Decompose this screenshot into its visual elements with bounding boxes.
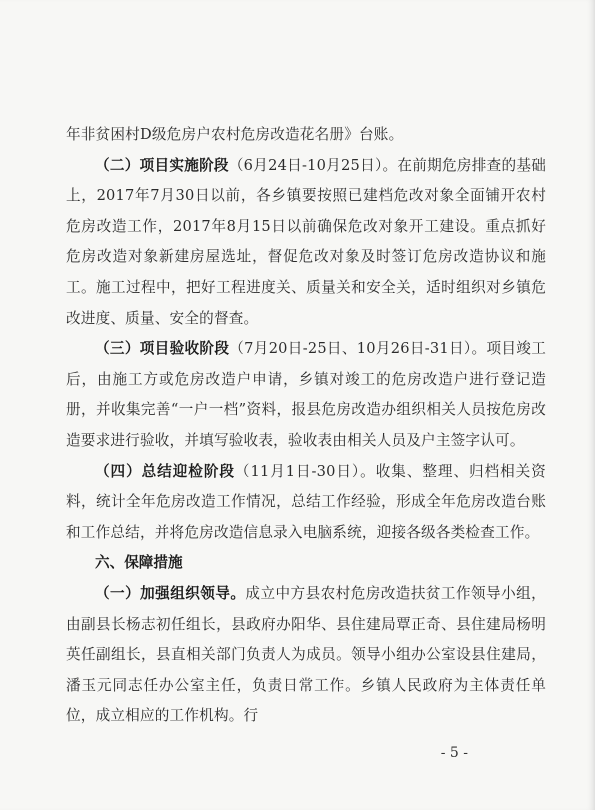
paragraph-lead: （三）项目验收阶段 [95, 340, 230, 358]
paragraph-lead: （四）总结迎检阶段 [95, 462, 235, 480]
paragraph-continuation [66, 120, 546, 151]
paragraph-organization [66, 579, 546, 732]
paragraph-lead: （一）加强组织领导。 [95, 584, 246, 602]
paragraph-text: （6月24日-10月25日）。在前期危房排查的基础上，2017年7月30日以前，各乡镇要按照已建档危改对象全面铺开农村危房改造工作，2017年8月15日以前确保危改对象开工建设。重点抓好危房改造对象新建房屋选址，督促危改对象及时签订危房改造协议和施工。施工过程中，把好工程进度关、质量关和安全关，适时组织对乡镇危改进度、质量、安全的督查。 [66, 156, 546, 327]
paragraph-text: （7月20日-25日、10月26日-31日）。项目竣工后，由施工方或危房改造户申请，乡镇对竣工的危房改造户进行登记造册，并收集完善“一户一档”资料，报县危房改造办组织相关人员按危房改造要求进行验收，并填写验收表，验收表由相关人员及户主签字认可。 [66, 340, 546, 449]
paragraph-summary-stage [66, 457, 546, 549]
paragraph-text: 年非贫困村D级危房户农村危房改造花名册》台账。 [66, 126, 404, 143]
paragraph-implementation-stage [66, 151, 546, 335]
paragraph-text: 成立中方县农村危房改造扶贫工作领导小组，由副县长杨志初任组长，县政府办阳华、县住建局覃正奇、县住建局杨明英任副组长，县直相关部门负责人为成员。领导小组办公室设县住建局，潘玉元同志任办公室主任，负责日常工作。乡镇人民政府为主体责任单位，成立相应的工作机构。行 [66, 584, 546, 725]
paragraph-acceptance-stage [66, 334, 546, 456]
page-number: - 5 - [440, 745, 468, 761]
section-heading: 六、保障措施 [95, 554, 183, 572]
paragraph-text: （11月1日-30日）。收集、整理、归档相关资料，统计全年危房改造工作情况，总结工作经验，形成全年危房改造台账和工作总结，并将危房改造信息录入电脑系统，迎接各级各类检查工作。 [66, 462, 546, 541]
paragraph-lead: （二）项目实施阶段 [95, 156, 229, 174]
document-body [66, 120, 546, 732]
